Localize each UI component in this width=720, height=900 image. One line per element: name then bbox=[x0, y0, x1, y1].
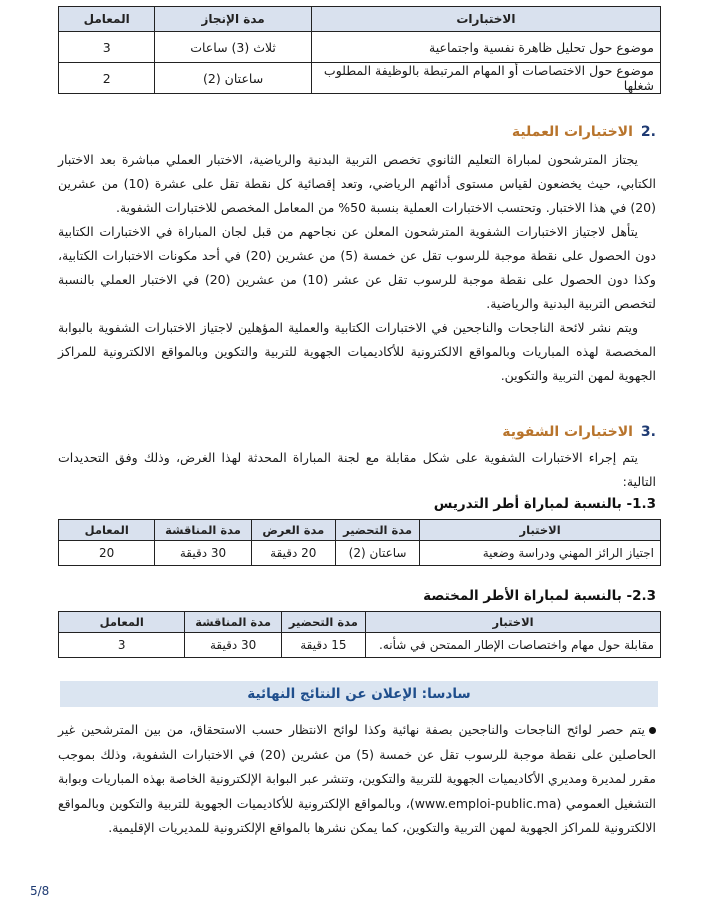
specialized-oral-table bbox=[58, 611, 661, 658]
table-cell: 3 bbox=[59, 633, 185, 658]
paragraph: يتم حصر لوائح الناجحات والناجحين بصفة نهائية وكذا لوائح الانتظار حسب الاستحقاق، من بين المترشحين غير الحاصلين على نقطة موجبة للرسوب تقل عن خمسة (5) من عشرين (20) في الاختبارات الشفوية، وذلك بموجب مقرر لمديرة ومديري الأكاديميات الجهوية للتربية والتكوين، وتنشر عبر البوابة الإلكترونية الخاصة بهذه المباريات وبوابة التشغيل العمومي (www.emploi-public.ma)، وبالمواقع الإلكترونية للأكاديميات الجهوية للتربية والتكوين وبالمواقع الالكترونية للمراكز الجهوية لمهن التربية والتكوين، كما يمكن نشرها بالمواقع الإلكترونية للمديريات الإقليمية. bbox=[58, 722, 656, 835]
paragraph: يتأهل لاجتياز الاختبارات الشفوية المترشحون المعلن عن نجاحهم من قبل لجان المباراة في الاختبارات الكتابية دون الحصول على نقطة موجبة للرسوب تقل عن خمسة (5) من عشرين (20) في أحد مكونات الاختبارات الكتابية، وكذا دون الحصول على نقطة موجبة للرسوب تقل عن عشر (10) من عشرين (20) في الاختبار العملي بالنسبة لتخصص التربية البدنية والرياضية. bbox=[58, 224, 656, 311]
table-cell: موضوع حول تحليل ظاهرة نفسية واجتماعية bbox=[311, 32, 660, 63]
table-cell: 20 دقيقة bbox=[251, 541, 335, 566]
paragraph: يتم إجراء الاختبارات الشفوية على شكل مقابلة مع لجنة المباراة المحدثة لهذا الغرض، وذلك وفق التحديدات التالية: bbox=[58, 450, 656, 489]
table-header: مدة العرض bbox=[251, 520, 335, 541]
table-cell: اجتياز الرائز المهني ودراسة وضعية bbox=[420, 541, 661, 566]
table-header-row bbox=[59, 520, 661, 541]
table-row bbox=[59, 63, 661, 94]
table-cell: 15 دقيقة bbox=[281, 633, 365, 658]
bullet-icon bbox=[649, 727, 656, 734]
table-header: المعامل bbox=[59, 520, 155, 541]
table-row bbox=[59, 32, 661, 63]
subsection-title-teaching: 1.3- بالنسبة لمباراة أطر التدريس bbox=[433, 496, 656, 512]
final-results-text bbox=[58, 718, 656, 841]
section-title-oral bbox=[502, 424, 656, 440]
table-cell: ثلاث (3) ساعات bbox=[155, 32, 312, 63]
table-header: الاختبار bbox=[366, 612, 661, 633]
section-number: .2 bbox=[640, 124, 656, 140]
table-header: المعامل bbox=[59, 7, 155, 32]
table-header: المعامل bbox=[59, 612, 185, 633]
table-cell: 2 bbox=[59, 63, 155, 94]
table-header-row bbox=[59, 7, 661, 32]
table-header: مدة المناقشة bbox=[185, 612, 281, 633]
paragraph: يجتاز المترشحون لمباراة التعليم الثانوي تخصص التربية البدنية والرياضية، الاختبار العملي مباشرة بعد الاختبار الكتابي، حيث يخضعون لقياس مستوى أدائهم الرياضي، وتعد إقصائية كل نقطة تقل على عشرة (10) من عشرين (20) في هذا الاختبار. وتحتسب الاختبارات العملية بنسبة 50% من المعامل المخصص للاختبارات الشفوية. bbox=[58, 152, 656, 215]
paragraph: ويتم نشر لائحة الناجحات والناجحين في الاختبارات الكتابية والعملية المؤهلين لاجتياز الاختبارات الشفوية بالبوابة المخصصة لهذه المباريات وبالمواقع الالكترونية للأكاديميات الجهوية للتربية والتكوين وبالمواقع الالكترونية للمراكز الجهوية لمهن التربية والتكوين. bbox=[58, 320, 656, 383]
table-header-row bbox=[59, 612, 661, 633]
practical-exams-text bbox=[58, 148, 656, 388]
table-cell: 30 دقيقة bbox=[155, 541, 251, 566]
oral-exams-text bbox=[58, 446, 656, 494]
section-title-text: الاختبارات العملية bbox=[511, 124, 633, 140]
table-cell: 20 bbox=[59, 541, 155, 566]
section-title-text: الاختبارات الشفوية bbox=[502, 424, 633, 440]
section-number: .3 bbox=[640, 424, 656, 440]
section-title-practical bbox=[512, 124, 656, 140]
table-cell: موضوع حول الاختصاصات أو المهام المرتبطة بالوظيفة المطلوب شغلها bbox=[311, 63, 660, 94]
table-row bbox=[59, 541, 661, 566]
table-header: الاختبار bbox=[420, 520, 661, 541]
section-banner-final-results: سادسا: الإعلان عن النتائج النهائية bbox=[60, 681, 658, 707]
table-header: مدة المناقشة bbox=[155, 520, 251, 541]
table-cell: مقابلة حول مهام واختصاصات الإطار الممتحن في شأنه. bbox=[366, 633, 661, 658]
written-exams-table bbox=[58, 6, 661, 94]
table-header: مدة التحضير bbox=[281, 612, 365, 633]
subsection-title-specialized: 2.3- بالنسبة لمباراة الأطر المختصة bbox=[423, 588, 656, 604]
table-header: مدة التحضير bbox=[335, 520, 419, 541]
page-number: 5/8 bbox=[30, 884, 50, 898]
table-cell: ساعتان (2) bbox=[335, 541, 419, 566]
table-cell: 30 دقيقة bbox=[185, 633, 281, 658]
table-row bbox=[59, 633, 661, 658]
table-cell: ساعتان (2) bbox=[155, 63, 312, 94]
teaching-oral-table bbox=[58, 519, 661, 566]
table-header: مدة الإنجاز bbox=[155, 7, 312, 32]
table-header: الاختبارات bbox=[311, 7, 660, 32]
table-cell: 3 bbox=[59, 32, 155, 63]
